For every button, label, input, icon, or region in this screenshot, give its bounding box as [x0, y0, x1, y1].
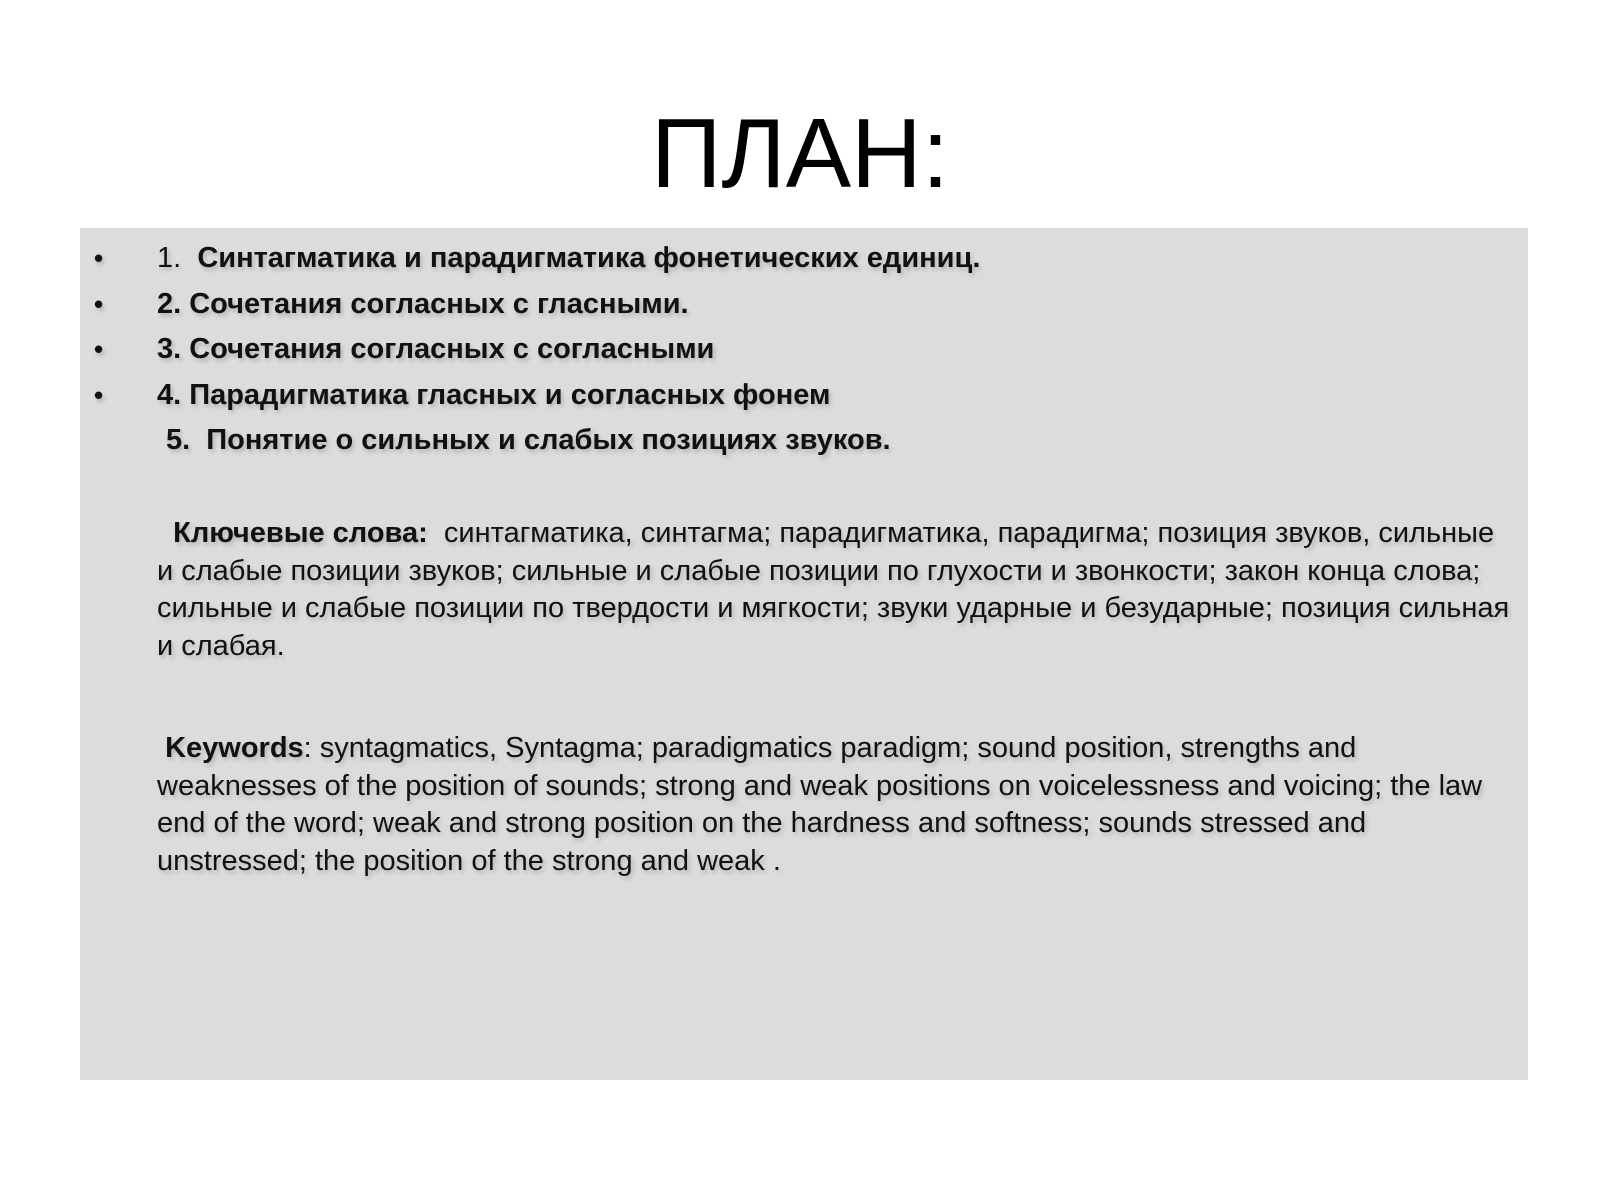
keywords-ru-text: синтагматика, синтагма; парадигматика, парадигма; позиция звуков, сильные и слабые позиции звуков; сильные и слабые позиции по глухости и звонкости; закон конца слова; сильные и слабые позиции по твердости и мягкости; звуки ударные и безударные; позиция сильная и слабая. — [157, 517, 1510, 662]
keywords-en-label: Keywords — [165, 732, 304, 764]
plan-item-number: 1. — [157, 242, 182, 274]
plan-item-label: 3. Сочетания согласных с согласными — [157, 333, 715, 365]
list-item — [80, 373, 1528, 419]
content-box — [80, 228, 1528, 1080]
plan-item-label: 2. Сочетания согласных с гласными. — [157, 287, 689, 320]
keywords-ru-paragraph — [157, 515, 1517, 665]
bullet-icon: • — [94, 243, 104, 273]
list-item — [80, 236, 1528, 282]
bullet-icon: • — [94, 379, 104, 410]
bullet-icon: • — [94, 288, 104, 319]
plan-item-text — [157, 236, 980, 281]
plan-list — [80, 236, 1528, 464]
plan-item-label: 5. Понятие о сильных и слабых позициях звуков. — [166, 424, 891, 456]
keywords-en-text: : syntagmatics, Syntagma; paradigmatics paradigm; sound position, strengths and weaknesses of the position of sounds; strong and weak positions on voicelessness and voicing; the law end of the word; weak and strong position on the hardness and softness; sounds stressed and unstressed; the position of the strong and weak . — [157, 732, 1483, 877]
bullet-icon: • — [94, 334, 104, 364]
list-item — [80, 418, 1528, 464]
list-item — [80, 327, 1528, 373]
slide-title: ПЛАН: — [650, 98, 950, 208]
keywords-en-paragraph — [157, 730, 1517, 880]
list-item — [80, 282, 1528, 328]
plan-item-label: Синтагматика и парадигматика фонетических единиц. — [197, 242, 981, 274]
plan-item-label: 4. Парадигматика гласных и согласных фонем — [157, 378, 831, 411]
keywords-ru-label: Ключевые слова: — [173, 517, 428, 549]
